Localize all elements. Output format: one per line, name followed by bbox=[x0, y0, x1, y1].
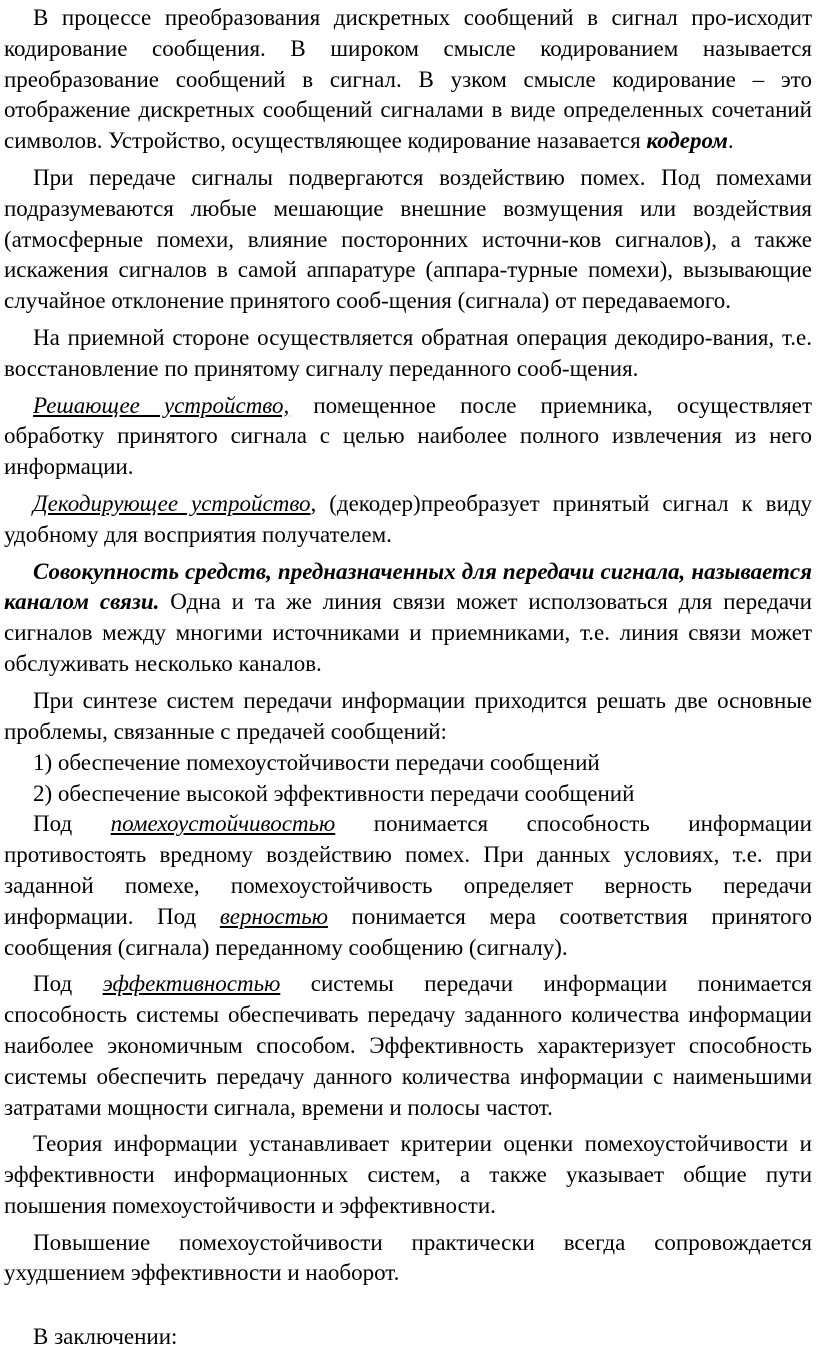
paragraph-end: . bbox=[727, 128, 734, 154]
paragraph-noise: При передаче сигналы подвергаются воздействию помех. Под помехами подразумеваются любые мешающие внешние возмущения или воздействия (атмосферные помехи, влияние посторонних источни-ков сигналов), а также искажения сигналов в самой аппаратуре (аппара-турные помехи), вызывающие случайное отклонение принятого сооб-щения (сигнала) от передаваемого. bbox=[4, 164, 812, 314]
paragraph-tradeoff: Повышение помехоустойчивости практически всегда сопровождается ухудшением эффективности и наоборот. bbox=[4, 1229, 812, 1286]
paragraph-information-theory: Теория информации устанавливает критерии оценки помехоустойчивости и эффективности информационных систем, а также указывает общие пути поышения помехоустойчивости и эффективности. bbox=[4, 1131, 812, 1218]
definition-channel: Совокупность средств, предназначенных для передачи сигнала, называется каналом связи. bbox=[4, 558, 812, 615]
paragraph-channel bbox=[4, 557, 812, 680]
paragraph-decoder bbox=[4, 489, 812, 551]
paragraph-text: Под bbox=[33, 811, 111, 837]
paragraph-text: системы передачи информации понимается способность системы обеспечивать передачу заданного количества информации наиболее экономичным способом. Эффективность характеризует способность системы обеспечить передачу данного количества информации с наименьшими затратами мощности сигнала, времени и полосы частот. bbox=[4, 971, 812, 1120]
paragraph-text: Под bbox=[33, 971, 103, 997]
paragraph-conclusion: В заключении: bbox=[33, 1324, 178, 1350]
paragraph-text: помещенное после приемника, осуществляет обработку принятого сигнала с целью наиболее полного извлечения из него информации. bbox=[4, 392, 812, 480]
term-decision-device: Решающее устройство, bbox=[33, 392, 290, 418]
term-efficiency: эффективностью bbox=[102, 971, 281, 997]
paragraph-decision-device bbox=[4, 391, 812, 483]
paragraph-problems: При синтезе систем передачи информации приходится решать две основные проблемы, связанные с предачей сообщений: bbox=[4, 687, 812, 744]
term-fidelity: верностью bbox=[219, 903, 328, 929]
paragraph-text: понимается способность информации противостоять вредному воздействию помех. При данных условиях, т.е. при заданной помехе, помехоустойчивость определяет верность передачи информации. Под bbox=[4, 811, 812, 929]
paragraph-text: В процессе преобразования дискретных сообщений в сигнал про-исходит кодирование сообщения. В широком смысле кодированием называется преобразование сообщений в сигнал. В узком смысле кодирование – это отображение дискретных сообщений сигналами в виде определенных сочетаний символов. Устройство, осуществляющее кодирование назавается bbox=[4, 5, 812, 154]
term-decoder: Декодирующее устройство bbox=[33, 490, 311, 516]
term-noise-immunity: помехоустойчивостью bbox=[110, 811, 336, 837]
list-item: 2) обеспечение высокой эффективности передачи сообщений bbox=[33, 781, 635, 807]
paragraph-text: понимается мера соответствия принятого сообщения (сигнала) переданному сообщению (сигналу). bbox=[4, 903, 812, 960]
paragraph-efficiency bbox=[4, 969, 812, 1123]
paragraph-coding bbox=[4, 3, 812, 157]
list-item: 1) обеспечение помехоустойчивости передачи сообщений bbox=[33, 750, 600, 776]
paragraph-noise-immunity bbox=[4, 809, 812, 963]
paragraph-text: , (декодер)преобразует принятый сигнал к виду удобному для восприятия получателем. bbox=[4, 490, 812, 547]
paragraph-decoding: На приемной стороне осуществляется обратная операция декодиро-вания, т.е. восстановление по принятому сигналу переданного сооб-щения. bbox=[4, 324, 812, 381]
term-coder: кодером bbox=[646, 128, 728, 154]
paragraph-text: Одна и та же линия связи может исползоваться для передачи сигналов между многими источниками и приемниками, т.е. линия связи может обслуживать несколько каналов. bbox=[4, 589, 812, 676]
blank-line bbox=[4, 1289, 812, 1316]
